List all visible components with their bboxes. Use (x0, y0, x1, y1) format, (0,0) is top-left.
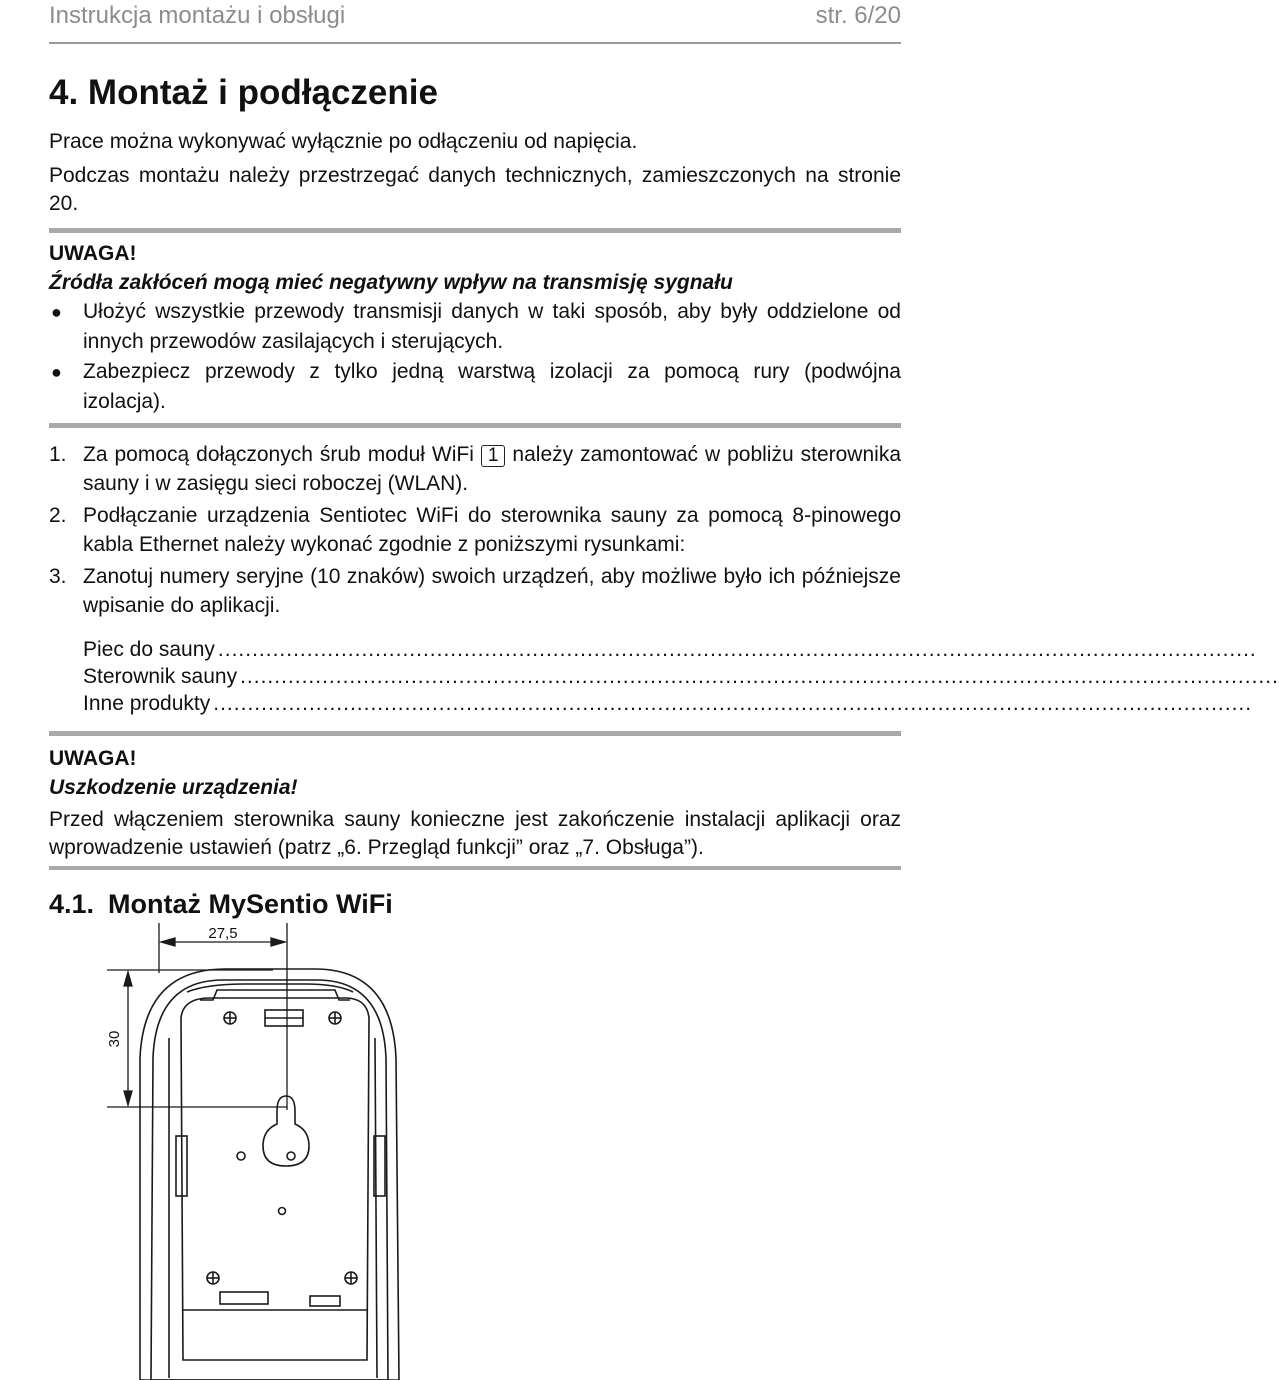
installation-steps (49, 440, 901, 620)
serial-row-other-products (83, 690, 1253, 717)
page (49, 0, 1279, 920)
warning-box-interference (49, 233, 901, 423)
device-housing-outline (140, 969, 399, 1380)
serial-number-list (49, 636, 1279, 717)
intro-paragraph-1: Prace można wykonywać wyłącznie po odłączeniu od napięcia. (49, 130, 638, 153)
warning-subtitle: Źródła zakłóceń mogą mieć negatywny wpływ na transmisję sygnału (49, 271, 733, 294)
step-text: Za pomocą dołączonych śrub moduł WiFi (83, 443, 481, 466)
serial-dotted-line: ........................................................................................................................................................ (240, 665, 1279, 688)
dimension-label-horizontal: 27,5 (208, 925, 238, 942)
bullet-text: Zabezpiecz przewody z tylko jedną warstwą izolacji za pomocą rury (podwójna izolacja). (83, 360, 901, 413)
back-plate-rim (169, 1038, 377, 1378)
page-header (49, 0, 901, 44)
bullet-icon: ● (51, 362, 62, 382)
serial-label: Piec do sauny (83, 638, 215, 661)
step-2 (49, 501, 901, 559)
subsection-title: Montaż MySentio WiFi (108, 889, 393, 919)
bottom-tab (220, 1292, 268, 1304)
subsection-number: 4.1. (49, 889, 95, 919)
warning-bullet (49, 357, 901, 417)
step-1 (49, 440, 901, 498)
warning-box-device-damage (49, 736, 901, 862)
screw-hole-icon (224, 1012, 236, 1024)
serial-label: Sterownik sauny (83, 665, 238, 688)
screw-hole-icon (345, 1272, 357, 1284)
step-number: 3. (49, 565, 67, 588)
warning-text: Przed włączeniem sterownika sauny konieczne jest zakończenie instalacji aplikacji oraz wprowadzenie ustawień (patrz „6. Przegląd funkcji” oraz „7. Obsługa”). (49, 808, 901, 859)
step-number: 2. (49, 504, 67, 527)
section-heading: 4. Montaż i podłączenie (49, 73, 438, 112)
dimension-horizontal (159, 923, 287, 1110)
serial-dotted-line: ........................................................................................................................................................ (217, 638, 1257, 661)
step-3 (49, 562, 901, 620)
step-text-cont: należy zamontować w pobliżu sterownika sauny i w zasięgu sieci roboczej (WLAN). (83, 443, 902, 495)
component-number-box: 1 (481, 445, 506, 467)
warning-subtitle: Uszkodzenie urządzenia! (49, 776, 298, 799)
bullet-text: Ułożyć wszystkie przewody transmisji danych w taki sposób, aby były oddzielone od innych przewodów zasilających i sterujących. (83, 300, 901, 353)
dimension-label-vertical: 30 (106, 1030, 123, 1048)
serial-label: Inne produkty (83, 692, 211, 715)
step-text: Podłączanie urządzenia Sentiotec WiFi do sterownika sauny za pomocą 8-pinowego kabla Ethernet należy wykonać zgodnie z poniższymi rysunkami: (83, 504, 901, 556)
screw-hole-icon (329, 1012, 341, 1024)
page-number: str. 6/20 (815, 2, 901, 29)
serial-dotted-line: ........................................................................................................................................................ (213, 692, 1253, 715)
step-number: 1. (49, 443, 67, 466)
bottom-tab (310, 1296, 340, 1306)
step-text: Zanotuj numery seryjne (10 znaków) swoich urządzeń, aby możliwe było ich późniejsze wpisanie do aplikacji. (83, 565, 901, 617)
intro-paragraph-2: Podczas montażu należy przestrzegać danych technicznych, zamieszczonych na stronie 20. (49, 164, 901, 215)
warning-title: UWAGA! (49, 747, 137, 770)
serial-row-sauna-controller (83, 663, 1279, 690)
center-hole (279, 1208, 286, 1215)
screw-hole-icon (207, 1272, 219, 1284)
warning-bullet (49, 297, 901, 357)
divider (49, 866, 901, 870)
divider (49, 423, 901, 428)
subsection-heading (49, 888, 901, 920)
mounting-diagram (95, 918, 425, 1380)
header-title: Instrukcja montażu i obsługi (49, 2, 346, 29)
warning-title: UWAGA! (49, 242, 137, 265)
bullet-icon: ● (51, 302, 62, 322)
serial-row-sauna-heater (83, 636, 1257, 663)
